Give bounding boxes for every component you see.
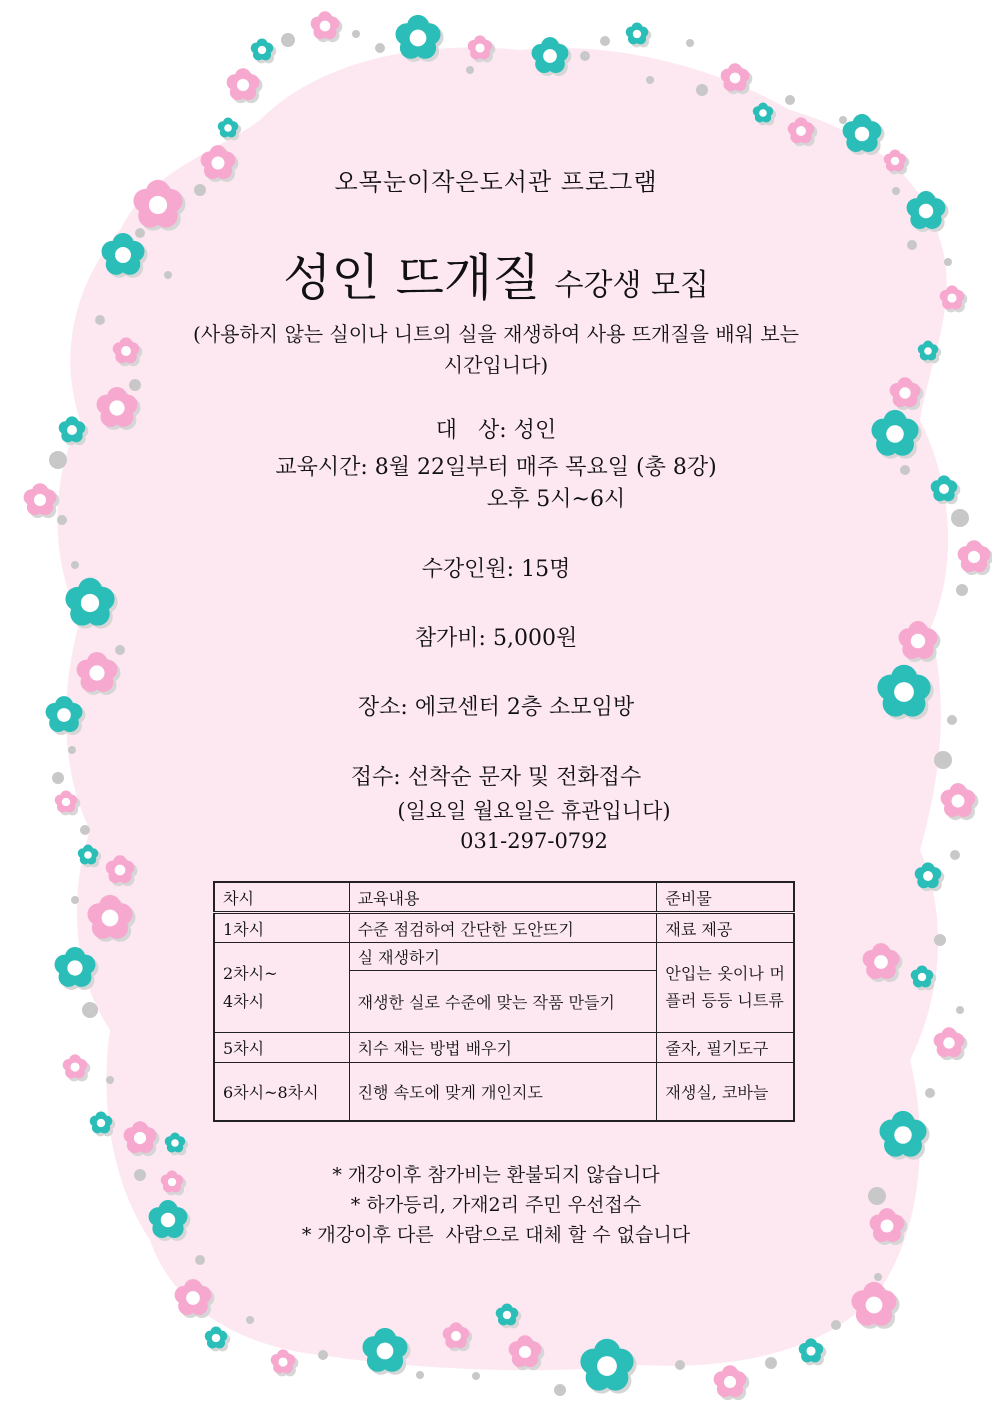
fee-info: 참가비: 5,000원 [414,626,578,651]
gray-dot [765,1357,777,1369]
flower-icon [934,1027,968,1060]
gray-dot [646,76,654,84]
table-cell-materials: 안입는 옷이나 머플러 등등 니트류 [657,943,794,1033]
gray-dot [135,228,145,238]
table-cell-content: 실 재생하기 [349,943,657,971]
table-cell-content: 진행 속도에 맞게 개인지도 [349,1063,657,1121]
table-header-session: 차시 [214,882,349,913]
title-main: 성인 뜨개질 [283,249,541,307]
gray-dot [675,1360,685,1370]
registration-info: 접수: 선착순 문자 및 전화접수 [350,765,642,790]
gray-dot [281,33,295,47]
description-line-2: 시간입니다) [443,353,549,377]
table-header-materials: 준비물 [657,882,794,913]
table-cell-materials: 재생실, 코바늘 [657,1063,794,1121]
place-info: 장소: 에코센터 2층 소모임방 [357,695,635,720]
flower-icon [218,118,241,141]
gray-dot [68,746,76,754]
gray-dot [129,379,141,391]
flower-icon [395,15,443,62]
phone-number: 031-297-0792 [460,829,608,853]
table-cell-content: 수준 점검하여 간단한 도안뜨기 [349,913,657,943]
gray-dot [839,116,847,124]
flower-icon [311,11,343,42]
table-cell-session: 6차시~8차시 [214,1063,349,1121]
gray-dot [600,36,610,46]
note-priority: * 하가등리, 가재2리 주민 우선접수 [350,1194,642,1216]
flower-icon [251,38,277,63]
closed-note: (일요일 월요일은 휴관입니다) [397,799,671,823]
gray-dot [554,1384,566,1396]
flower-icon [714,1365,750,1400]
flower-icon [626,22,652,47]
table-cell-content: 치수 재는 방법 배우기 [349,1033,657,1063]
gray-dot [466,66,474,74]
time-info: 오후 5시~6시 [486,487,626,512]
gray-dot [375,43,385,53]
table-cell-session: 1차시 [214,913,349,943]
flower-icon [63,1054,91,1081]
flower-icon [271,1349,299,1376]
gray-dot [246,1316,254,1324]
gray-dot [686,39,694,47]
schedule-info: 교육시간: 8월 22일부터 매주 목요일 (총 8강) [275,455,717,480]
table-row [214,1033,794,1063]
gray-dot [82,1002,98,1018]
gray-dot [352,30,360,38]
table-cell-session: 5차시 [214,1033,349,1063]
table-row [214,913,794,943]
table-header-content: 교육내용 [349,882,657,913]
target-info: 대 상: 성인 [435,418,557,443]
page-title [0,238,992,310]
gray-dot [934,934,946,946]
table-header-row [214,882,794,913]
note-refund: * 개강이후 참가비는 환불되지 않습니다 [332,1164,660,1186]
table-row [214,943,794,971]
schedule-table [213,881,795,1122]
note-substitution: * 개강이후 다른 사람으로 대체 할 수 없습니다 [301,1224,691,1246]
title-sub: 수강생 모집 [554,268,709,303]
table-cell-content: 재생한 실로 수준에 맞는 작품 만들기 [349,971,657,1033]
gray-dot [831,1320,841,1330]
gray-dot [785,95,795,105]
library-program-label: 오목눈이작은도서관 프로그램 [334,168,658,196]
gray-dot [318,1350,328,1360]
flower-icon [205,1326,231,1351]
gray-dot [956,1006,964,1014]
table-cell-materials: 줄자, 필기도구 [657,1033,794,1063]
gray-dot [580,51,590,61]
flower-icon [24,483,60,518]
table-row [214,1063,794,1121]
gray-dot [956,584,968,596]
flower-icon [227,68,263,103]
table-cell-session: 2차시~ 4차시 [214,943,349,1033]
table-cell-materials: 재료 제공 [657,913,794,943]
flower-icon [843,114,885,155]
gray-dot [71,896,79,904]
capacity-info: 수강인원: 15명 [421,557,571,582]
gray-dot [874,1273,882,1281]
gray-dot [195,1255,205,1265]
gray-dot [416,1371,424,1379]
gray-dot [472,1372,480,1380]
gray-dot [106,1076,114,1084]
description-line-1: (사용하지 않는 실이나 니트의 실을 재생하여 사용 뜨개질을 배워 보는 [193,322,799,346]
gray-dot [696,84,708,96]
gray-dot [57,515,67,525]
gray-dot [925,1088,935,1098]
